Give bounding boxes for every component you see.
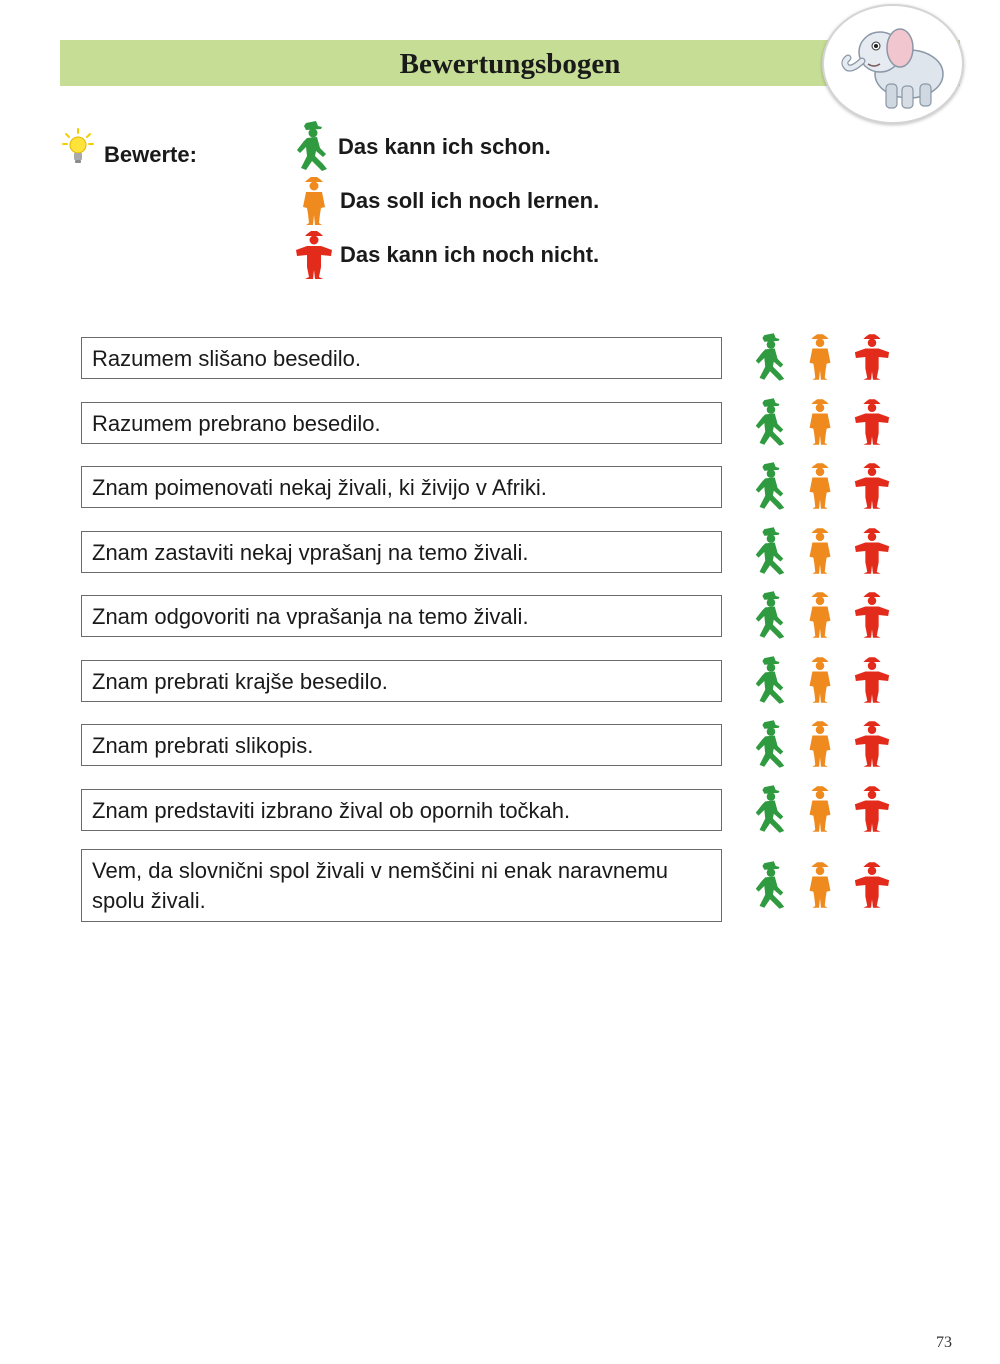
walking-green-man-icon	[292, 120, 332, 172]
statement-text: Znam predstaviti izbrano žival ob opornih točkah.	[92, 798, 571, 823]
page-title: Bewertungsbogen	[399, 48, 621, 80]
green-man-icon[interactable]	[751, 719, 789, 769]
statement-box	[81, 724, 722, 766]
statement-text: Razumem prebrano besedilo.	[92, 411, 381, 436]
orange-man-icon[interactable]	[801, 784, 839, 834]
standing-red-man-icon	[294, 229, 334, 281]
green-man-icon[interactable]	[751, 332, 789, 382]
statement-text: Razumem slišano besedilo.	[92, 346, 362, 371]
orange-man-icon[interactable]	[801, 655, 839, 705]
orange-man-icon[interactable]	[801, 397, 839, 447]
statement-box	[81, 595, 722, 637]
green-man-icon[interactable]	[751, 397, 789, 447]
red-man-icon[interactable]	[853, 590, 891, 640]
statement-box	[81, 789, 722, 831]
orange-man-icon[interactable]	[801, 719, 839, 769]
statement-box	[81, 337, 722, 379]
legend-text-can: Das kann ich schon.	[338, 134, 551, 159]
statement-box	[81, 660, 722, 702]
legend-text-should-learn: Das soll ich noch lernen.	[340, 188, 600, 213]
statement-box	[81, 531, 722, 573]
red-man-icon[interactable]	[853, 397, 891, 447]
standing-orange-man-icon	[294, 175, 334, 227]
statement-text: Znam prebrati krajše besedilo.	[92, 669, 388, 694]
orange-man-icon[interactable]	[801, 461, 839, 511]
statement-box	[81, 849, 722, 922]
red-man-icon[interactable]	[853, 784, 891, 834]
orange-man-icon[interactable]	[801, 526, 839, 576]
red-man-icon[interactable]	[853, 860, 891, 910]
green-man-icon[interactable]	[751, 860, 789, 910]
orange-man-icon[interactable]	[801, 860, 839, 910]
statement-text: Znam prebrati slikopis.	[92, 733, 314, 758]
red-man-icon[interactable]	[853, 719, 891, 769]
green-man-icon[interactable]	[751, 526, 789, 576]
statement-text: Vem, da slovnični spol živali v nemščini ni enak naravnemu spolu živali.	[92, 858, 668, 913]
orange-man-icon[interactable]	[801, 590, 839, 640]
statement-box	[81, 466, 722, 508]
green-man-icon[interactable]	[751, 655, 789, 705]
statement-text: Znam odgovoriti na vprašanja na temo živali.	[92, 604, 529, 629]
legend-text-cannot: Das kann ich noch nicht.	[340, 242, 600, 267]
green-man-icon[interactable]	[751, 784, 789, 834]
lightbulb-icon	[62, 128, 94, 166]
statement-text: Znam zastaviti nekaj vprašanj na temo živali.	[92, 540, 529, 565]
instruction-label: Bewerte:	[104, 142, 197, 167]
green-man-icon[interactable]	[751, 461, 789, 511]
red-man-icon[interactable]	[853, 655, 891, 705]
page-number: 73	[936, 1334, 952, 1351]
statement-box	[81, 402, 722, 444]
green-man-icon[interactable]	[751, 590, 789, 640]
elephant-mascot-icon	[822, 4, 964, 124]
red-man-icon[interactable]	[853, 461, 891, 511]
orange-man-icon[interactable]	[801, 332, 839, 382]
red-man-icon[interactable]	[853, 332, 891, 382]
statement-text: Znam poimenovati nekaj živali, ki živijo v Afriki.	[92, 475, 547, 500]
red-man-icon[interactable]	[853, 526, 891, 576]
